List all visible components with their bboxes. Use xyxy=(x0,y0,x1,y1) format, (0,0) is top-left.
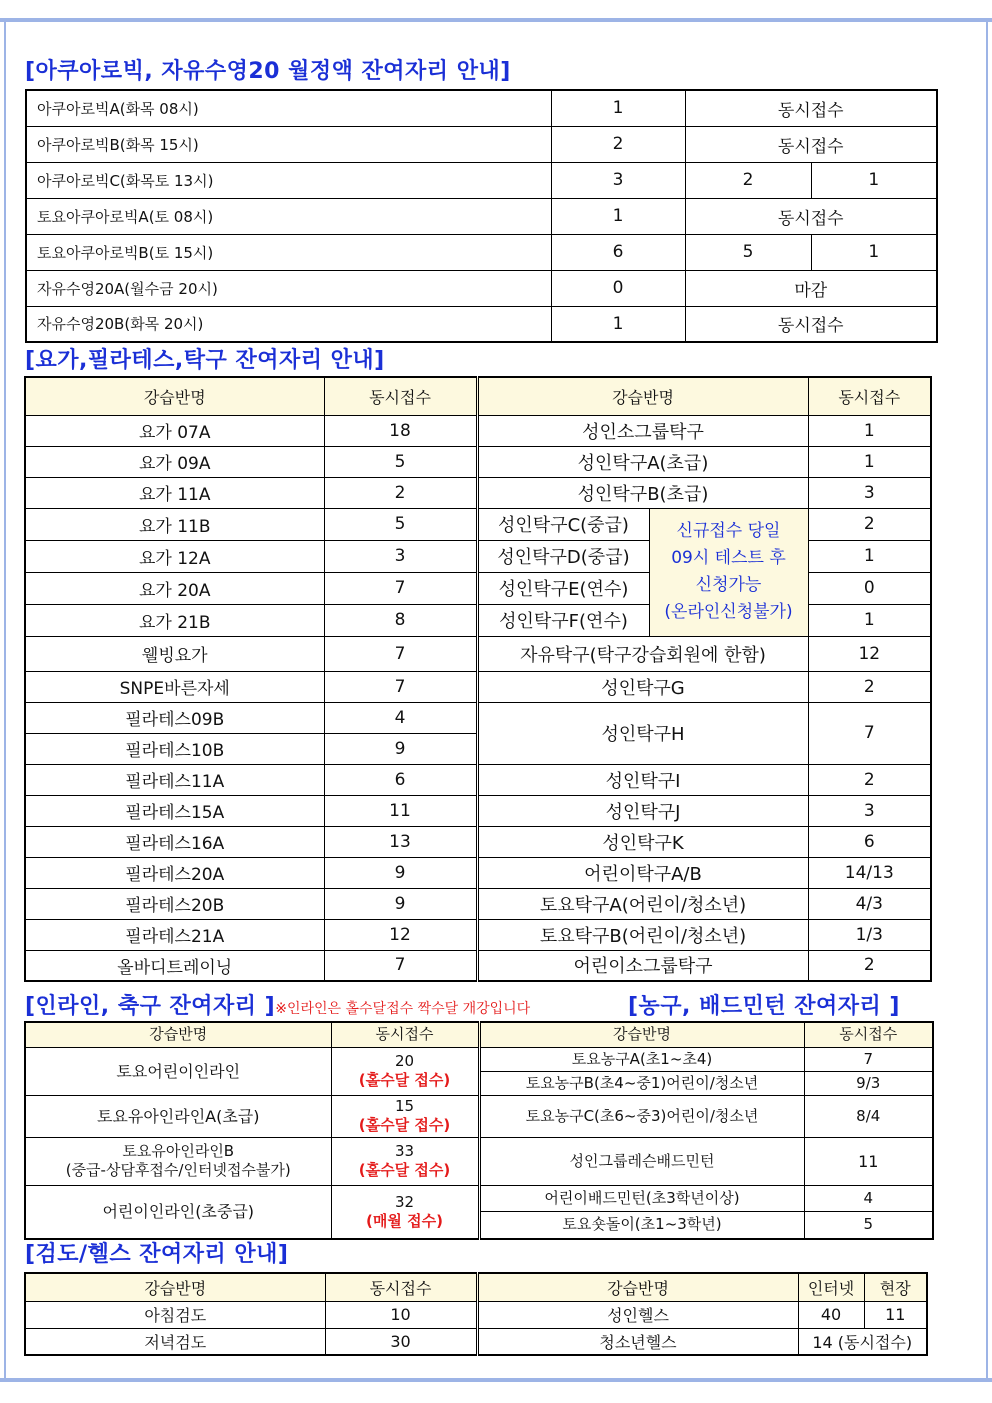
yoga-pingpong-table xyxy=(24,376,932,982)
table-row: 토요아쿠아로빅A(토 08시) 1 동시접수 xyxy=(26,198,937,234)
table-row: 어린이인라인(초중급) 32 (매월 접수) 어린이배드민턴(초3학년이상) 4 xyxy=(25,1185,933,1211)
kendo-gym-table xyxy=(24,1272,928,1356)
table-row: 요가 21B 8 성인탁구F(연수) 1 xyxy=(25,604,931,636)
table-row: 토요유아인라인A(초급) 15 (홀수달 접수) 토요농구C(초6~중3)어린이/청소년 8/4 xyxy=(25,1095,933,1137)
table-row: 요가 07A 18 성인소그룹탁구 1 xyxy=(25,415,931,446)
table-header-row: 강습반명 동시접수 강습반명 동시접수 xyxy=(25,1022,933,1047)
table-row: 아쿠아로빅B(화목 15시) 2 동시접수 xyxy=(26,126,937,162)
page-frame-left xyxy=(4,18,6,1382)
table-row: 필라테스16A 13 성인탁구K 6 xyxy=(25,826,931,857)
table-row: 필라테스10B 9 xyxy=(25,733,931,764)
table-row: 요가 12A 3 성인탁구D(중급) 1 xyxy=(25,540,931,572)
kendo-section-title: [검도/헬스 잔여자리 안내] xyxy=(25,1242,289,1267)
yoga-section-title: [요가,필라테스,탁구 잔여자리 안내] xyxy=(25,348,385,373)
pingpong-notice: 신규접수 당일 09시 테스트 후 신청가능 (온라인신청불가) xyxy=(649,508,808,636)
page-frame-top xyxy=(0,18,992,22)
table-row: 요가 20A 7 성인탁구E(연수) 0 xyxy=(25,572,931,604)
inline-basketball-table xyxy=(24,1021,934,1240)
aqua-table xyxy=(25,89,938,343)
table-row: 필라테스21A 12 토요탁구B(어린이/청소년) 1/3 xyxy=(25,919,931,950)
table-header-row: 강습반명 동시접수 강습반명 동시접수 xyxy=(25,377,931,415)
table-row: 필라테스15A 11 성인탁구J 3 xyxy=(25,795,931,826)
page-frame-bottom xyxy=(0,1378,992,1382)
table-row: 아침검도 10 성인헬스 40 11 xyxy=(25,1301,927,1328)
table-row: 토요숏돌이(초1~3학년) 5 xyxy=(25,1211,933,1239)
table-row: 자유수영20B(화목 20시) 1 동시접수 xyxy=(26,306,937,342)
table-row: 토요어린이인라인 20 (홀수달 접수) 토요농구A(초1~초4) 7 xyxy=(25,1047,933,1071)
table-row: 토요유아인라인B (중급-상담후접수/인터넷접수불가) 33 (홀수달 접수) 성인그룹레슨배드민턴 11 xyxy=(25,1137,933,1185)
basketball-section-title: [농구, 배드민턴 잔여자리 ] xyxy=(628,994,900,1019)
table-row: 웰빙요가 7 자유탁구(탁구강습회원에 한함) 12 xyxy=(25,636,931,671)
table-row: 요가 11A 2 성인탁구B(초급) 3 xyxy=(25,477,931,508)
table-row: 올바디트레이닝 7 어린이소그룹탁구 2 xyxy=(25,950,931,981)
table-header-row: 강습반명 동시접수 강습반명 인터넷 현장 xyxy=(25,1273,927,1301)
table-row: 아쿠아로빅C(화목토 13시) 3 2 1 xyxy=(26,162,937,198)
table-row: 필라테스11A 6 성인탁구I 2 xyxy=(25,764,931,795)
table-row: 필라테스20A 9 어린이탁구A/B 14/13 xyxy=(25,857,931,888)
page-frame-right xyxy=(986,18,988,1382)
table-row: 자유수영20A(월수금 20시) 0 마감 xyxy=(26,270,937,306)
table-row: SNPE바른자세 7 성인탁구G 2 xyxy=(25,671,931,702)
table-row: 필라테스09B 4 성인탁구H 7 xyxy=(25,702,931,733)
aqua-section-title: [아쿠아로빅, 자유수영20 월정액 잔여자리 안내] xyxy=(25,59,511,84)
table-row: 요가 09A 5 성인탁구A(초급) 1 xyxy=(25,446,931,477)
table-row: 요가 11B 5 성인탁구C(중급) 신규접수 당일 09시 테스트 후 신청가능 (온라인신청불가) 2 xyxy=(25,508,931,540)
table-row: 필라테스20B 9 토요탁구A(어린이/청소년) 4/3 xyxy=(25,888,931,919)
inline-section-title: [인라인, 축구 잔여자리 ]※인라인은 홀수달접수 짝수달 개강입니다 xyxy=(25,994,531,1019)
table-row: 저녁검도 30 청소년헬스 14 (동시접수) xyxy=(25,1328,927,1355)
table-row: 토요농구B(초4~중1)어린이/청소년 9/3 xyxy=(25,1071,933,1095)
table-row: 토요아쿠아로빅B(토 15시) 6 5 1 xyxy=(26,234,937,270)
table-row: 아쿠아로빅A(화목 08시) 1 동시접수 xyxy=(26,90,937,126)
